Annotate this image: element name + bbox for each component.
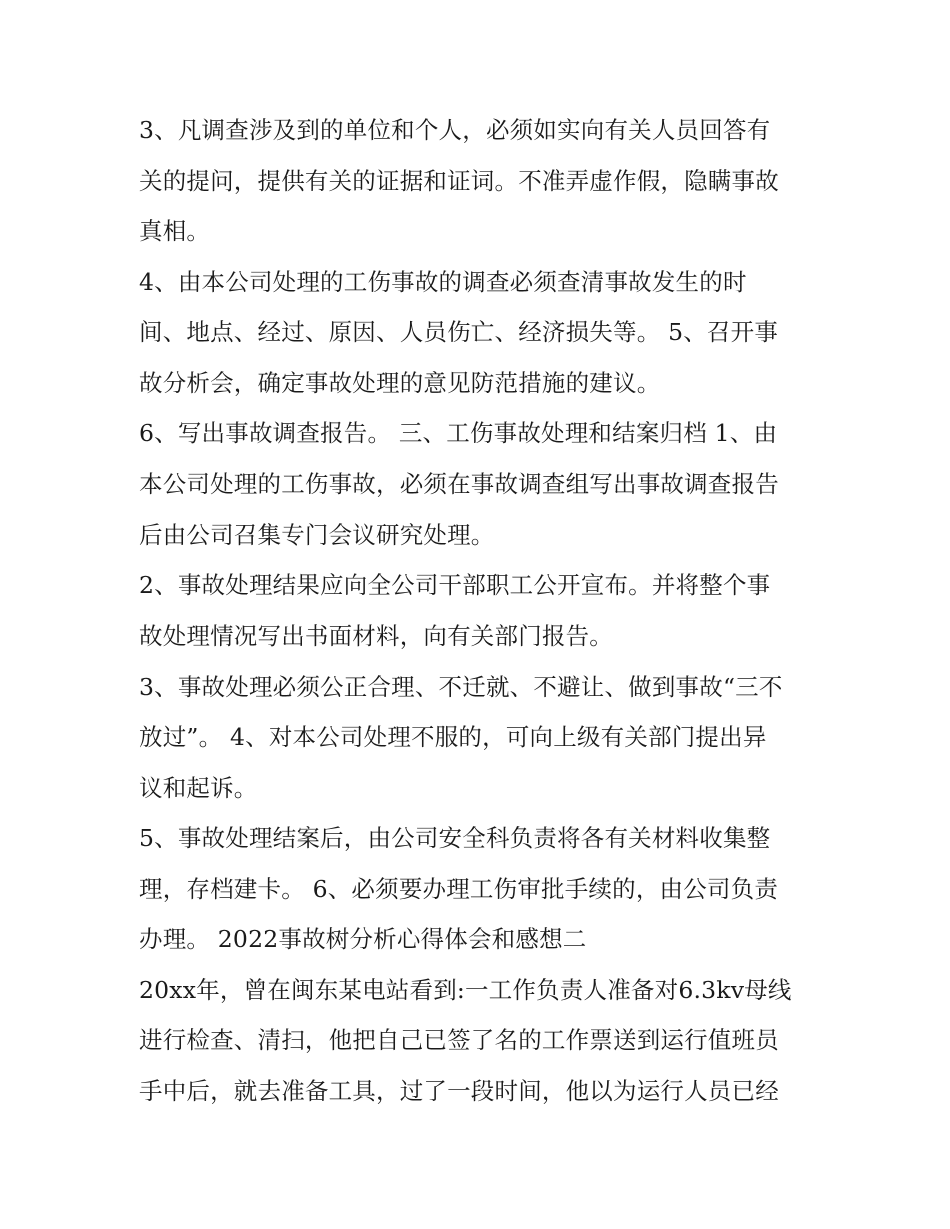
text-line: 放过”。 4、对本公司处理不服的，可向上级有关部门提出异 xyxy=(139,723,767,751)
text-line: 故处理情况写出书面材料，向有关部门报告。 xyxy=(139,622,613,650)
text-line: 3、事故处理必须公正合理、不迁就、不避让、做到事故“三不 xyxy=(139,673,783,701)
text-line: 间、地点、经过、原因、人员伤亡、经济损失等。 5、召开事 xyxy=(139,318,779,346)
text-line: 6、写出事故调查报告。 三、工伤事故处理和结案归档 1、由 xyxy=(139,419,778,447)
text-line: 5、事故处理结案后，由公司安全科负责将各有关材料收集整 xyxy=(139,824,771,852)
text-line: 关的提问，提供有关的证据和证词。不准弄虚作假，隐瞒事故 xyxy=(139,167,779,195)
text-line: 2、事故处理结果应向全公司干部职工公开宣布。并将整个事 xyxy=(139,571,771,599)
text-line: 4、由本公司处理的工伤事故的调查必须查清事故发生的时 xyxy=(139,268,747,296)
text-line: 故分析会，确定事故处理的意见防范措施的建议。 xyxy=(139,369,661,397)
text-line: 本公司处理的工伤事故，必须在事故调查组写出事故调查报告 xyxy=(139,470,779,498)
text-line: 3、凡调查涉及到的单位和个人，必须如实向有关人员回答有 xyxy=(139,116,771,144)
text-line: 议和起诉。 xyxy=(139,774,258,802)
text-line: 手中后，就去准备工具，过了一段时间，他以为运行人员已经 xyxy=(139,1077,779,1105)
text-line: 后由公司召集专门会议研究处理。 xyxy=(139,521,495,549)
text-line: 进行检查、清扫，他把自己已签了名的工作票送到运行值班员 xyxy=(139,1026,779,1054)
section-heading-line: 办理。 2022事故树分析心得体会和感想二 xyxy=(139,925,587,953)
text-line: 20xx年，曾在闽东某电站看到:一工作负责人准备对6.3kv母线 xyxy=(139,976,792,1004)
text-line: 真相。 xyxy=(139,217,211,245)
text-line: 理，存档建卡。 6、必须要办理工伤审批手续的，由公司负责 xyxy=(139,875,779,903)
